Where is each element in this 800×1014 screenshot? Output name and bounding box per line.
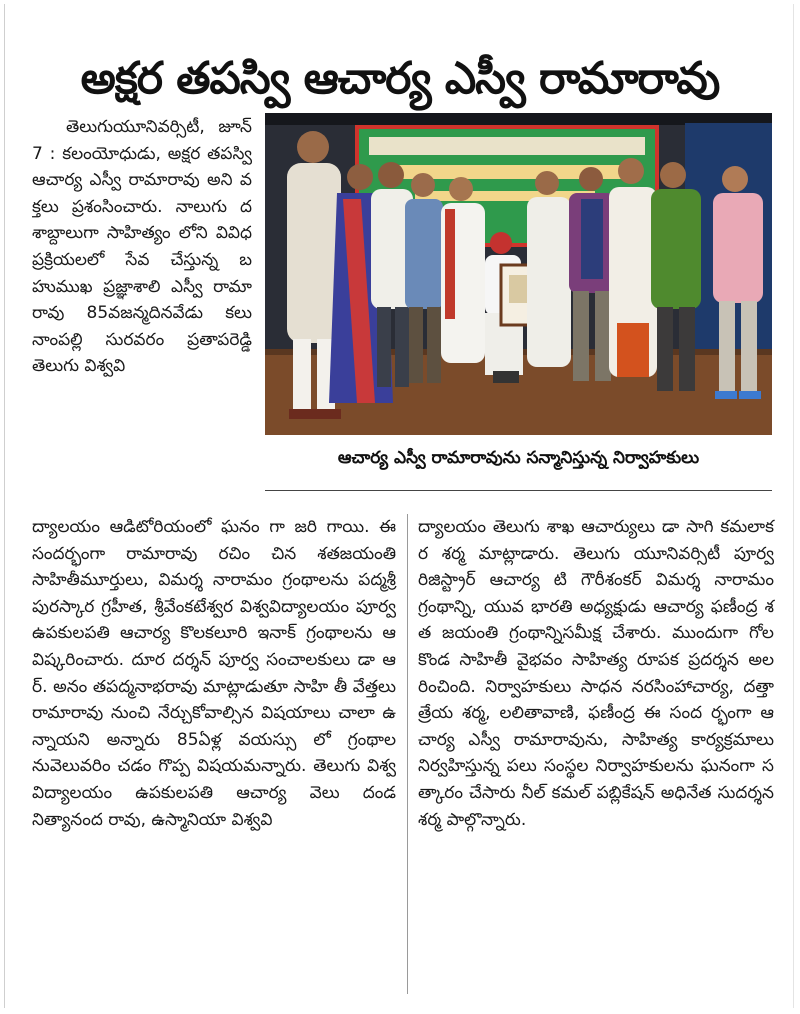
- news-photo: [265, 113, 772, 435]
- person-8: [609, 158, 657, 377]
- person-6: [527, 171, 571, 367]
- right-column-text: ద్యాలయం తెలుగు శాఖ ఆచార్యులు డా సాగి కమలాకర శర్మ మాట్లాడారు. తెలుగు యూనివర్సిటీ పూర్వ రిజిస్ట్రార్ ఆచార్య టి గౌరీశంకర్ విమర్శ నారామం గ్రంథాన్ని, యువ భారతి అధ్యక్షుడు ఆచార్య ఫణీంద్ర శత జయంతి గ్రంథాన్నిసమీక్ష చేశారు. ముందుగా గోలకొండ సాహితీ వైభవం సాహిత్య రూపక ప్రదర్శన అలరించింది. నిర్వాహకులు సాధన నరసింహాచార్య, దత్తా త్రేయ శర్మ, లలితావాణి, ఫణీంద్ర ఈ సంద ర్భంగా ఆచార్య ఎస్వీ రామారావును, సాహిత్య కార్యక్రమాలు నిర్వహిస్తున్న పలు సంస్థల నిర్వాహకులను ఘనంగా సత్కారం చేసారు నీల్ కమల్ పబ్లికేషన్ అధినేత సుదర్శన శర్మ పాల్గొన్నారు.: [418, 517, 774, 830]
- caption-divider: [265, 490, 772, 491]
- intro-text: తెలుగుయూనివర్సిటీ, జూన్ 7 : కలంయోధుడు, అక్షర తపస్వి ఆచార్య ఎస్వీ రామారావు అని వక్తలు ప్రశంసించారు. నాలుగు దశాబ్దాలుగా సాహిత్యం లోని వివిధ ప్రక్రియలలో సేవ చేస్తున్న బహుముఖ ప్రజ్ఞాశాలి ఎస్వీ రామా రావు 85వజన్మదినవేడు కలు నాంపల్లి సురవరం ప్రతాపరెడ్డి తెలుగు విశ్వవి: [32, 117, 252, 377]
- headline: అక్షర తపస్వి ఆచార్య ఎస్వీ రామారావు: [80, 53, 720, 105]
- event-photo-illustration: [265, 113, 772, 435]
- left-column-text: ద్యాలయం ఆడిటోరియంలో ఘనం గా జరి గాయి. ఈ సందర్భంగా రామారావు రచిం చిన శతజయంతి సాహితీమూర్తులు, విమర్శ నారామం గ్రంథాలను పద్మశ్రీ పురస్కార గ్రహీత, శ్రీవేంకటేశ్వర విశ్వవిద్యాలయం పూర్వ ఉపకులపతి ఆచార్య కొలకలూరి ఇనాక్ గ్రంథాలను ఆవిష్కరించారు. దూర దర్శన్ పూర్వ సంచాలకులు డా ఆర్. అనం తపద్మనాభరావు మాట్లాడుతూ సాహి తీ వేత్తలు రామారావు నుంచి నేర్చుకోవాల్సిన విషయాలు చాలా ఉన్నాయని అన్నారు 85ఏళ్ల వయస్సు లో గ్రంథాలనువెలువరిం చడం గొప్ప విషయమన్నారు. తెలుగు విశ్వ విద్యాలయం ఉపకులపతి ఆచార్య వెలు దండ నిత్యానంద రావు, ఉస్మానియా విశ్వవి: [32, 517, 396, 830]
- left-column: [32, 514, 396, 833]
- photo-caption: ఆచార్య ఎస్వీ రామారావును సన్మానిస్తున్న నిర్వాహకులు: [337, 448, 700, 468]
- right-column: [418, 514, 774, 833]
- intro-paragraph: [32, 114, 252, 380]
- column-divider: [407, 514, 408, 994]
- person-5: [441, 177, 485, 363]
